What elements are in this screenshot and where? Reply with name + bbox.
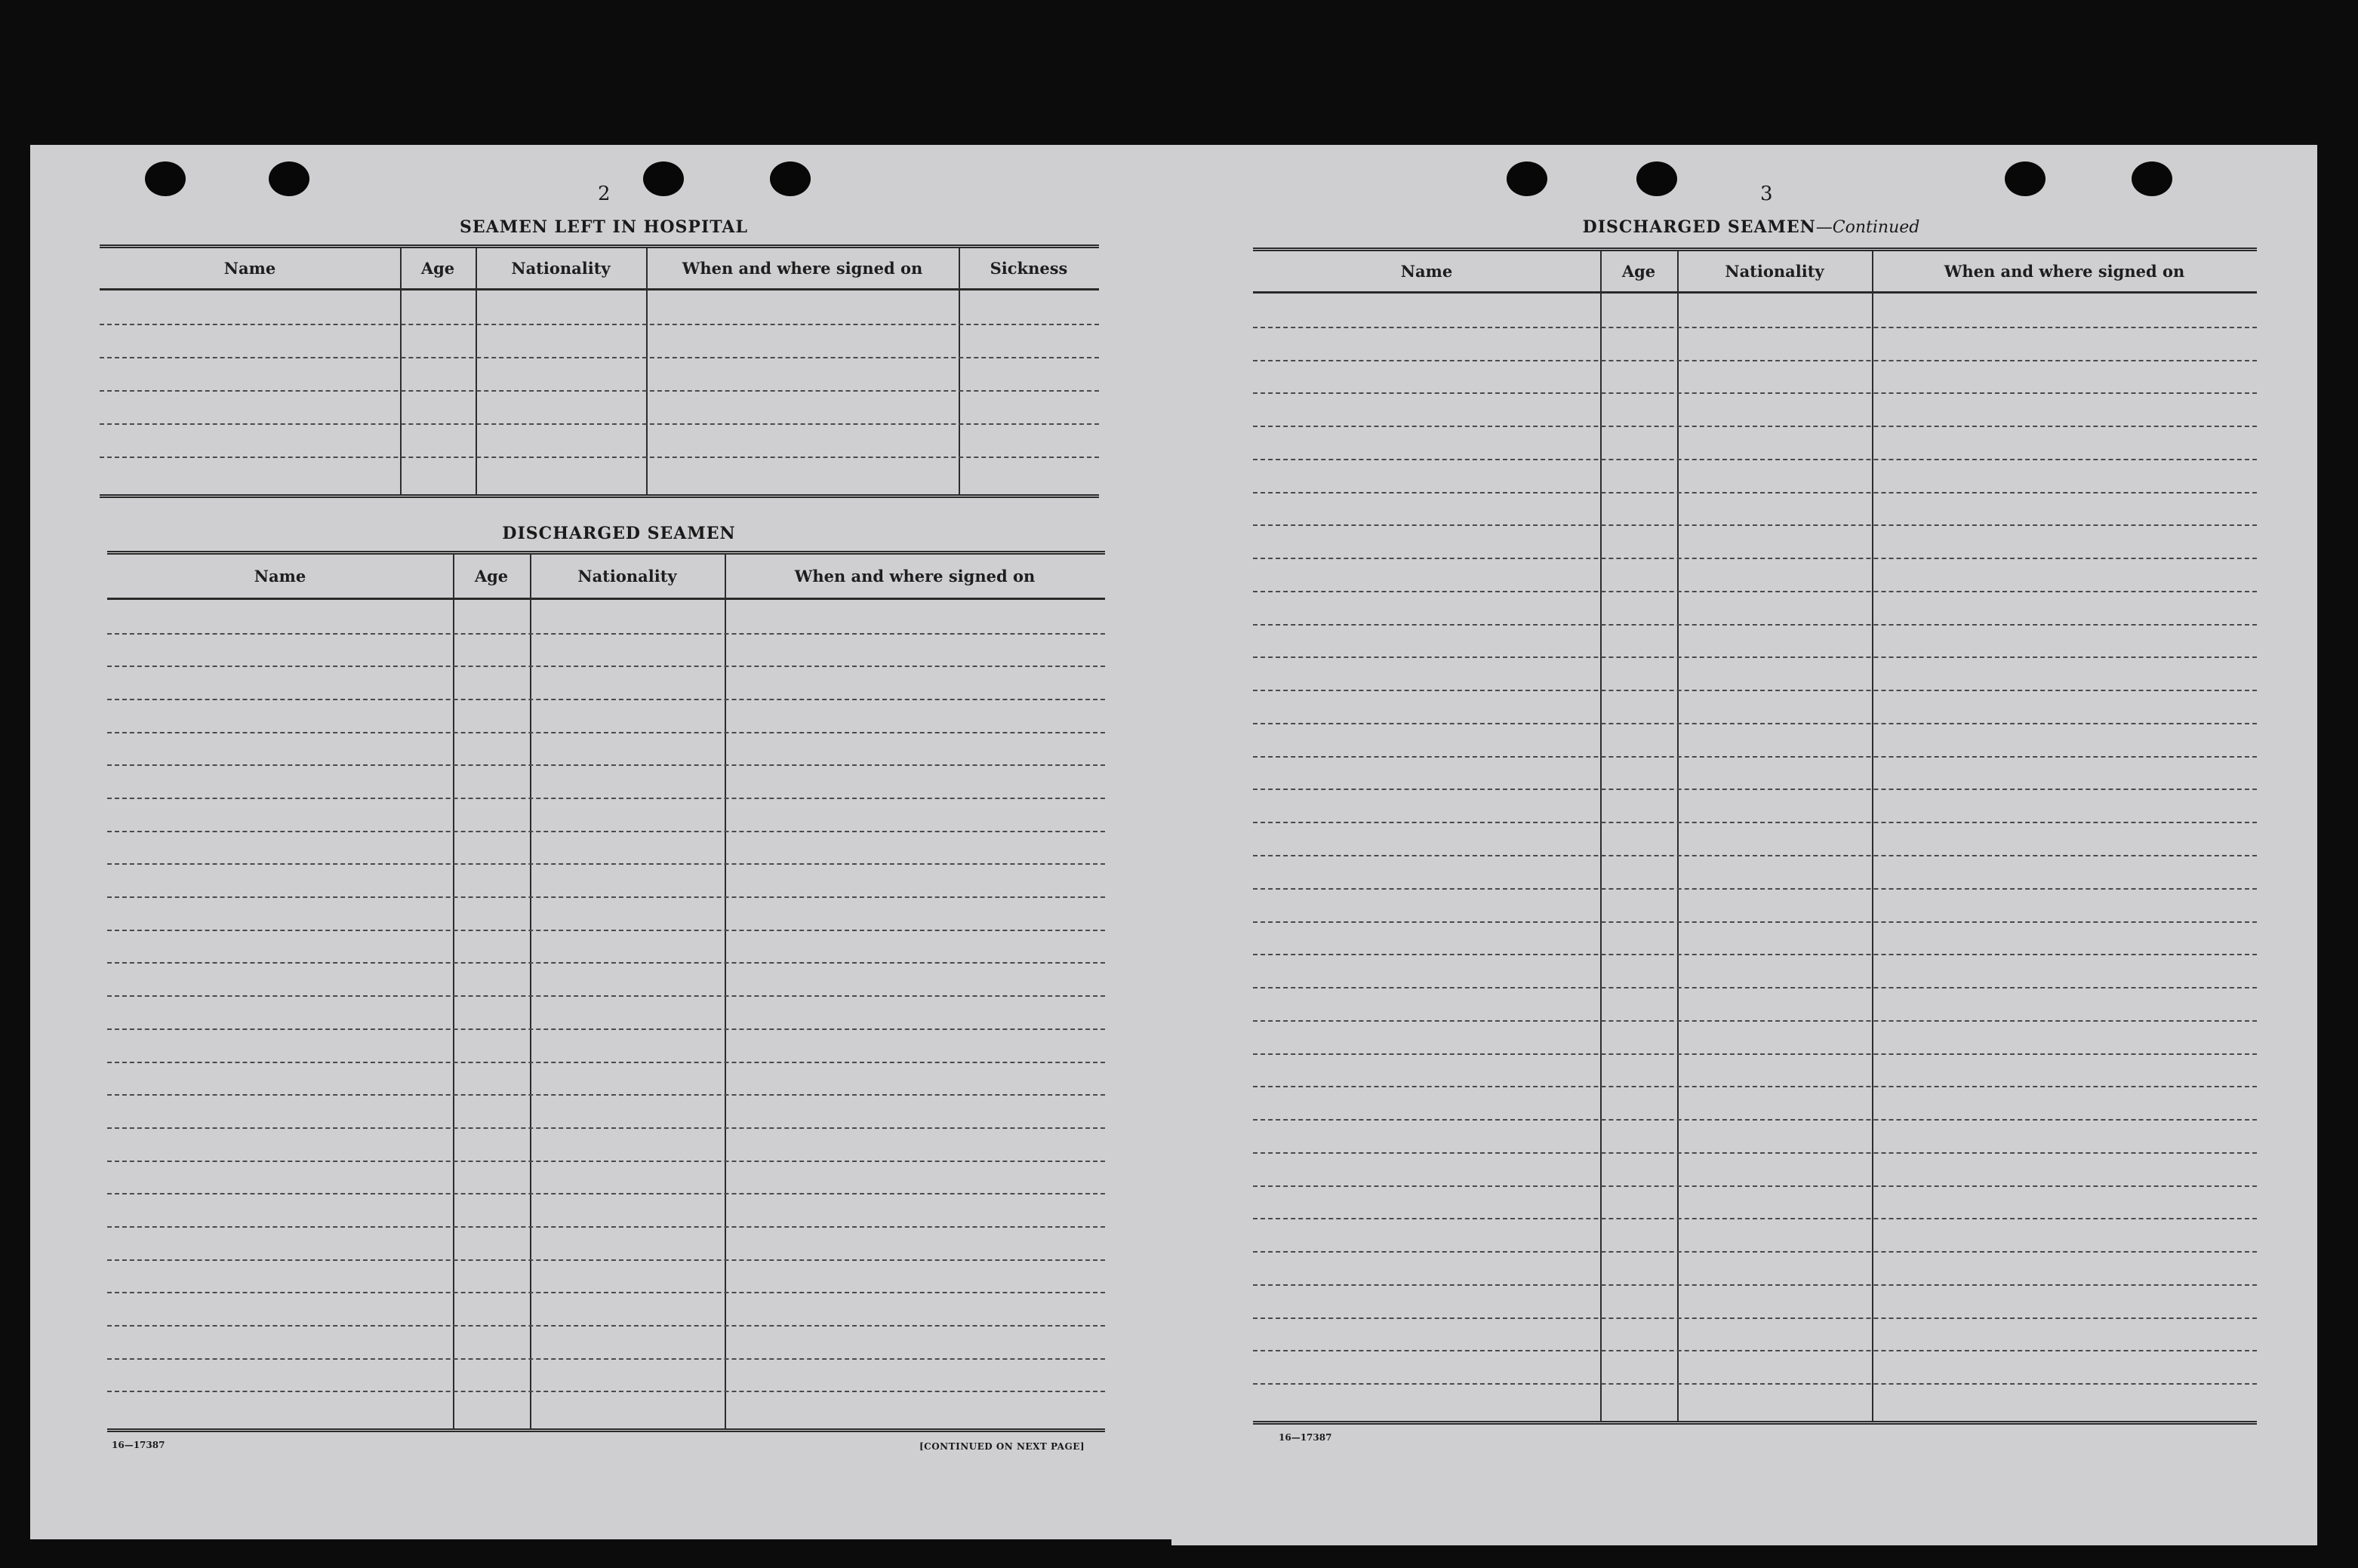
table-header	[107, 555, 1105, 600]
table-row-rule	[1253, 1086, 2257, 1087]
table-row-rule	[100, 357, 1099, 358]
table-row-rule	[1253, 492, 2257, 493]
column-header: Nationality	[511, 259, 611, 278]
column-divider	[725, 555, 726, 1428]
table-row-rule	[1253, 392, 2257, 394]
discharged-continued-table	[1253, 247, 2257, 1425]
punch-hole	[1636, 161, 1677, 196]
table-row-rule	[1253, 426, 2257, 427]
table-row-rule	[107, 1259, 1105, 1261]
discharged-continued-title-suffix: —Continued	[1815, 218, 1920, 237]
table-row-rule	[1253, 789, 2257, 790]
form-number: 16—17387	[112, 1440, 165, 1450]
table-row-rule	[1253, 987, 2257, 988]
hospital-table	[100, 244, 1099, 498]
discharged-section-title: DISCHARGED SEAMEN	[502, 524, 736, 543]
table-row-rule	[107, 1358, 1105, 1360]
column-header: Nationality	[1725, 262, 1824, 281]
table-row-rule	[107, 798, 1105, 799]
column-header: Name	[223, 259, 276, 278]
table-row-rule	[1253, 524, 2257, 526]
table-header	[100, 248, 1099, 291]
table-row-rule	[1253, 558, 2257, 559]
right-page	[1171, 145, 2317, 1545]
table-row-rule	[100, 390, 1099, 392]
column-header: Name	[1400, 262, 1453, 281]
table-row-rule	[1253, 1053, 2257, 1055]
table-row-rule	[100, 324, 1099, 325]
punch-hole	[770, 161, 811, 196]
column-divider	[453, 555, 454, 1428]
table-row-rule	[1253, 327, 2257, 328]
page-number: 2	[598, 183, 611, 205]
table-row-rule	[1253, 360, 2257, 361]
table-row-rule	[107, 1094, 1105, 1096]
table-row-rule	[107, 863, 1105, 865]
table-row-rule	[107, 633, 1105, 635]
hospital-section-title: SEAMEN LEFT IN HOSPITAL	[460, 217, 748, 237]
table-row-rule	[1253, 624, 2257, 626]
table-row-rule	[1253, 1119, 2257, 1121]
discharged-table	[107, 551, 1105, 1432]
table-row-rule	[1253, 591, 2257, 592]
column-header: When and where signed on	[1944, 262, 2185, 281]
punch-hole	[145, 161, 186, 196]
column-header: Sickness	[990, 259, 1068, 278]
table-row-rule	[107, 930, 1105, 931]
table-row-rule	[107, 896, 1105, 898]
table-row-rule	[100, 423, 1099, 425]
table-row-rule	[1253, 855, 2257, 856]
table-row-rule	[1253, 1350, 2257, 1351]
table-row-rule	[100, 457, 1099, 458]
column-header: Age	[420, 259, 455, 278]
table-row-rule	[107, 1325, 1105, 1327]
column-header: Nationality	[577, 567, 677, 586]
table-row-rule	[1253, 921, 2257, 923]
table-row-rule	[107, 995, 1105, 997]
table-row-rule	[1253, 822, 2257, 823]
table-row-rule	[107, 1062, 1105, 1063]
table-row-rule	[107, 699, 1105, 700]
column-divider	[530, 555, 531, 1428]
table-row-rule	[1253, 1020, 2257, 1022]
table-row-rule	[1253, 656, 2257, 658]
table-row-rule	[107, 831, 1105, 832]
table-row-rule	[107, 732, 1105, 733]
table-row-rule	[1253, 690, 2257, 691]
discharged-continued-title-main: DISCHARGED SEAMEN	[1582, 217, 1816, 237]
page-number: 3	[1760, 183, 1773, 205]
table-row-rule	[1253, 459, 2257, 460]
table-row-rule	[107, 1028, 1105, 1030]
punch-hole	[643, 161, 684, 196]
table-row-rule	[107, 1193, 1105, 1194]
table-row-rule	[107, 764, 1105, 766]
punch-hole	[2005, 161, 2046, 196]
column-header: When and where signed on	[794, 567, 1036, 586]
table-row-rule	[1253, 756, 2257, 758]
table-row-rule	[107, 1161, 1105, 1162]
table-row-rule	[107, 1391, 1105, 1392]
table-row-rule	[1253, 954, 2257, 955]
table-row-rule	[1253, 1317, 2257, 1319]
table-row-rule	[107, 666, 1105, 667]
table-row-rule	[1253, 1218, 2257, 1219]
column-header: Name	[254, 567, 306, 586]
table-row-rule	[1253, 723, 2257, 724]
continued-note: [CONTINUED ON NEXT PAGE]	[919, 1441, 1085, 1452]
table-row-rule	[107, 1292, 1105, 1293]
punch-hole	[2132, 161, 2172, 196]
left-page	[30, 145, 1171, 1539]
column-header: Age	[1621, 262, 1656, 281]
table-header	[1253, 251, 2257, 294]
table-row-rule	[107, 962, 1105, 964]
table-row-rule	[1253, 1284, 2257, 1286]
table-row-rule	[1253, 1185, 2257, 1187]
table-row-rule	[1253, 1383, 2257, 1385]
discharged-continued-title	[1583, 217, 1920, 237]
punch-hole	[269, 161, 309, 196]
column-header: When and where signed on	[682, 259, 923, 278]
form-number: 16—17387	[1279, 1432, 1332, 1443]
table-row-rule	[1253, 1152, 2257, 1154]
table-row-rule	[107, 1127, 1105, 1129]
table-row-rule	[1253, 888, 2257, 890]
table-row-rule	[1253, 1251, 2257, 1253]
table-row-rule	[107, 1226, 1105, 1228]
punch-hole	[1507, 161, 1547, 196]
column-header: Age	[474, 567, 509, 586]
